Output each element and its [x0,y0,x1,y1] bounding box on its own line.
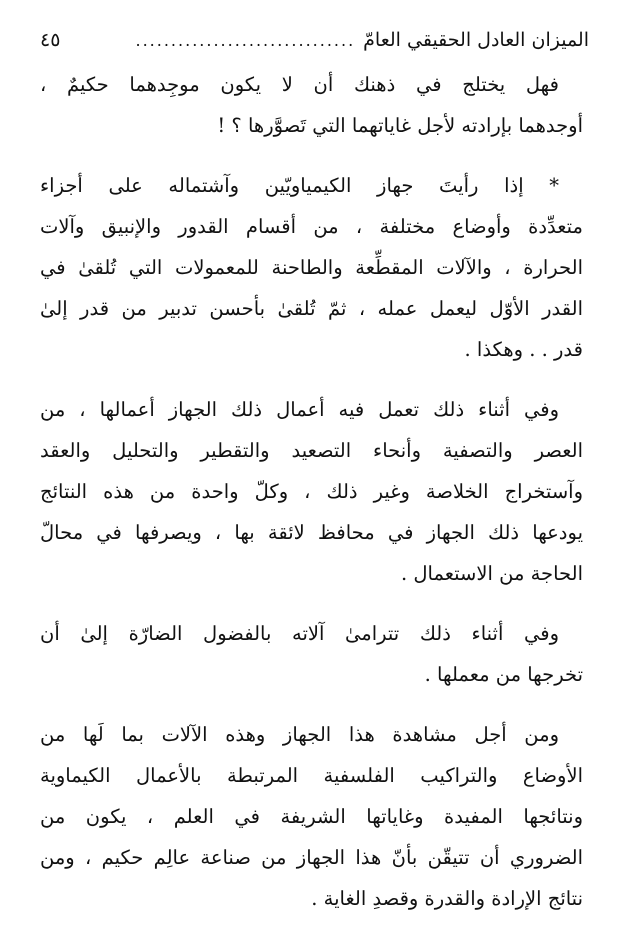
text-line: تخرجها من معملها . [424,663,583,686]
text-line: الحرارة ، والآلات المقطِّعة والطاحنة للمعمولات التي تُلقىٰ في [40,256,583,279]
text-line: وفي أثناء ذلك تترامىٰ آلاته بالفضول الضارّة إلىٰ أن [40,622,559,645]
paragraph-5 [40,714,583,919]
paragraph-1 [40,64,583,146]
text-line: الضروري أن تتيقّن بأنّ هذا الجهاز من صناعة عالِم حكيم ، ومن [40,846,583,869]
text-line: أوجدهما بإرادته لأجل غاياتهما التي تَصوَّرها ؟ ! [217,114,583,137]
paragraph-4 [40,613,583,695]
text-line: ومن أجل مشاهدة هذا الجهاز وهذه الآلات بما لَها من [40,723,559,746]
text-line: متعدِّدة وأوضاع مختلفة ، من أقسام القدور والإنبيق وآلات [40,215,583,238]
text-line: قدر . . وهكذا . [464,338,583,361]
text-line: * إذا رأيتَ جهاز الكيمياويّين وآشتماله على أجزاء [40,174,559,197]
text-line: يودعها ذلك الجهاز في محافظ لائقة بها ، ويصرفها في محالّ [40,521,583,544]
text-line: وفي أثناء ذلك تعمل فيه أعمال ذلك الجهاز أعمالها ، من [40,398,559,421]
text-line: ونتائجها المفيدة وغاياتها الشريفة في العلم ، يكون من [40,805,583,828]
text-line: العصر والتصفية وأنحاء التصعيد والتقطير والتحليل والعقد [40,439,583,462]
running-title: الميزان العادل الحقيقي العامّ [363,29,589,51]
paragraph-2 [40,165,583,370]
page-number: ٤٥ [40,29,61,51]
text-line: فهل يختلج في ذهنك أن لا يكون موجِدهما حكيمٌ ، [40,73,559,96]
header-leader-dots: ............................... [135,31,356,50]
text-line: الحاجة من الاستعمال . [400,562,583,585]
body-text [40,64,583,938]
paragraph-3 [40,389,583,594]
text-line: وآستخراج الخلاصة وغير ذلك ، وكلّ واحدة من هذه النتائج [40,480,583,503]
text-line: الأوضاع والتراكيب الفلسفية المرتبطة بالأعمال الكيماوية [40,764,583,787]
text-line: القدر الأوّل ليعمل عمله ، ثمّ تُلقىٰ بأحسن تدبير من قدر إلىٰ [40,297,583,320]
running-header [40,22,589,58]
text-line: نتائج الإرادة والقدرة وقصدِ الغاية . [311,887,583,910]
